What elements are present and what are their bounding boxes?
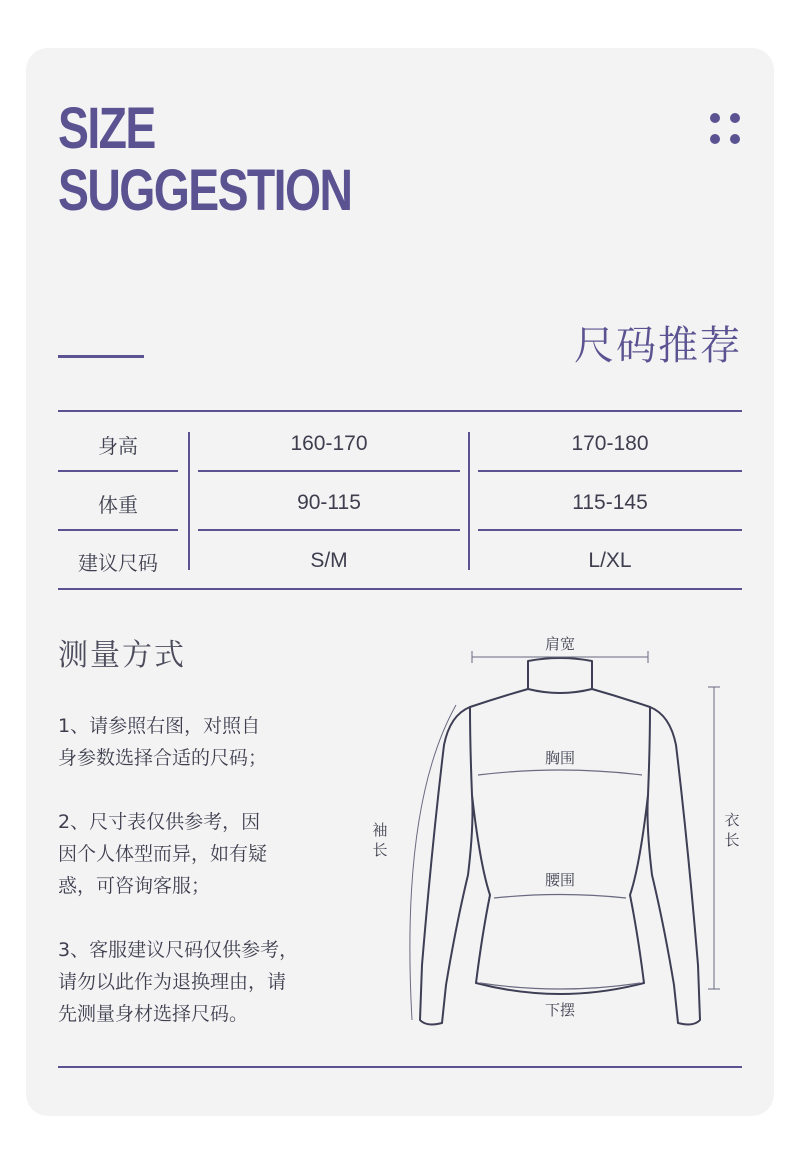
cell-size-lxl: L/XL <box>588 549 632 572</box>
measure-note-2: 2、尺寸表仅供参考，因 因个人体型而异，如有疑 惑，可咨询客服； <box>58 811 268 897</box>
row-label-height: 身高 <box>98 434 138 458</box>
row-rule <box>478 470 742 472</box>
label-hem: 下摆 <box>544 1001 576 1019</box>
title-line-1: SIZE <box>58 96 155 161</box>
cell-weight-lxl: 115-145 <box>572 491 648 514</box>
garment-diagram <box>360 625 750 1045</box>
table-divider <box>468 432 470 570</box>
four-dots-icon <box>707 110 743 146</box>
label-shoulder: 肩宽 <box>544 635 576 653</box>
row-rule <box>478 529 742 531</box>
cell-size-sm: S/M <box>310 549 348 572</box>
waist-line <box>494 895 626 899</box>
table-top-rule <box>58 410 742 412</box>
label-chest: 胸围 <box>544 749 576 767</box>
row-rule <box>198 470 460 472</box>
row-rule <box>58 529 178 531</box>
chest-line <box>478 770 642 775</box>
measure-note-1: 1、请参照右图，对照自 身参数选择合适的尺码； <box>58 715 268 769</box>
measure-title: 测量方式 <box>58 638 186 673</box>
row-rule <box>198 529 460 531</box>
row-label-weight: 体重 <box>98 493 138 517</box>
table-divider <box>188 432 190 570</box>
label-sleeve-2: 长 <box>372 841 388 859</box>
title-line-2: SUGGESTION <box>58 158 352 223</box>
measure-note-3: 3、客服建议尺码仅供参考， 请勿以此作为退换理由，请 先测量身材选择尺码。 <box>58 939 299 1025</box>
shirt-outline <box>420 658 700 1024</box>
row-rule <box>58 470 178 472</box>
page-subtitle: 尺码推荐 <box>574 323 742 369</box>
cell-height-sm: 160-170 <box>290 432 368 455</box>
footer-rule <box>58 1066 742 1068</box>
label-length-2: 长 <box>724 831 740 849</box>
label-length-1: 衣 <box>724 811 740 829</box>
cell-height-lxl: 170-180 <box>571 432 649 455</box>
label-sleeve-1: 袖 <box>372 821 388 839</box>
table-bottom-rule <box>58 588 742 590</box>
label-waist: 腰围 <box>544 871 576 889</box>
row-label-size: 建议尺码 <box>78 551 158 575</box>
cell-weight-sm: 90-115 <box>297 491 361 514</box>
title-dash <box>58 355 144 358</box>
